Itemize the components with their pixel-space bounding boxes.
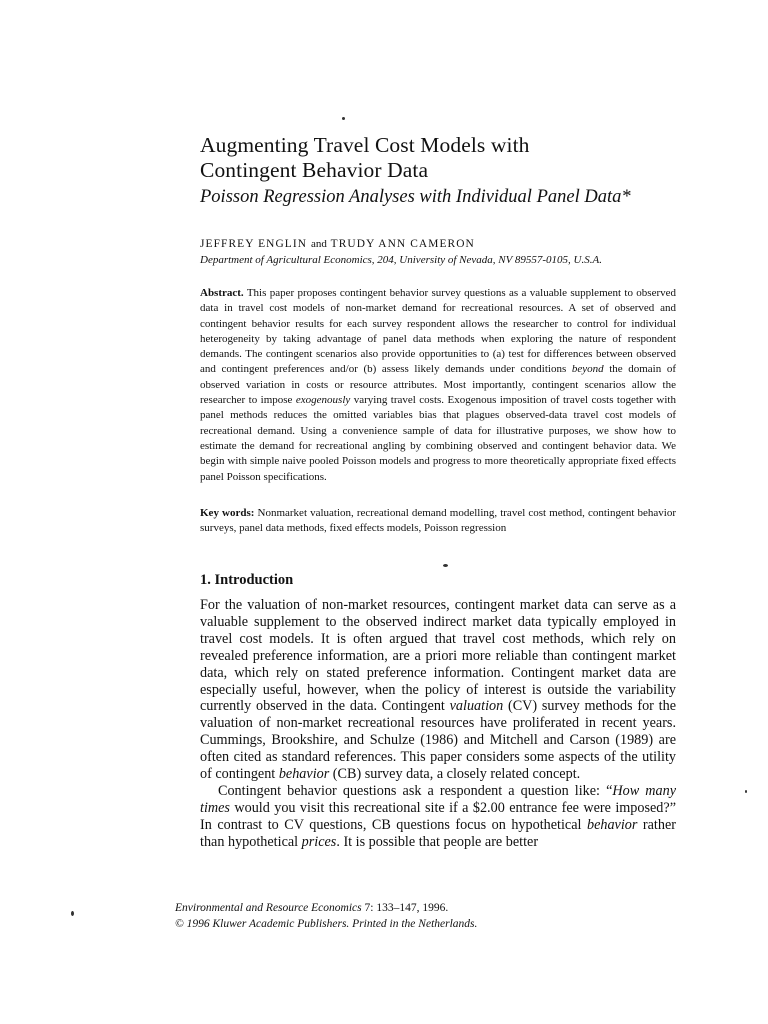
body-emphasis: behavior	[278, 766, 330, 783]
abstract-label: Abstract.	[200, 287, 244, 299]
paper-title-line-1: Augmenting Travel Cost Models with	[200, 133, 530, 157]
journal-citation	[175, 901, 477, 917]
scan-speck	[71, 911, 74, 916]
keywords-text: Nonmarket valuation, recreational demand modelling, travel cost method, contingent behavior surveys, panel data methods, fixed effects models, Poisson regression	[200, 507, 677, 535]
title-block	[200, 133, 720, 209]
body-emphasis: behavior	[586, 816, 638, 833]
author-name: JEFFREY ENGLIN	[200, 238, 308, 250]
author-list	[200, 236, 475, 252]
abstract-emphasis: exogenously	[295, 394, 351, 407]
body-text-run: (CV) survey methods for the valuation of non-market recreational resources have proliferated in recent years. Cummings, Brookshire, and Schulze (1986) and Mitchell and Carson (1989) are often cited as standard references. This paper considers some aspects of the utility of contingent	[200, 698, 676, 783]
body-text-run: . It is possible that people are better	[336, 833, 539, 850]
abstract-text: the domain of observed variation in costs or resource attributes. Most importantly, contingent scenarios allow the researcher to impose	[200, 363, 676, 407]
body-text-run: would you visit this recreational site if a $2.00 entrance fee were imposed?” In contrast to CV questions, CB questions focus on hypothetical	[200, 799, 676, 833]
abstract-text: This paper proposes contingent behavior survey questions as a valuable supplement to observed data in travel cost models of non-market demand for recreational resources. A set of observed and contingent behavior results for each survey respondent allows the researcher to control for individual heterogeneity by taking advantage of panel data methods when exploring the nature of respondent demands. The contingent scenarios also provide opportunities to (a) test for differences between observed and contingent preferences and/or (b) assess likely demands under conditions	[200, 287, 676, 376]
journal-volume: 7: 133–147, 1996.	[361, 902, 449, 914]
section-heading-introduction: 1. Introduction	[200, 572, 294, 588]
abstract-text: varying travel costs. Exogenous imposition of travel costs together with panel methods reduces the omitted variables bias that plagues observed-data travel cost models of recreational demand. Using a convenience sample of data for illustrative purposes, we show how to estimate the demand for recreational angling by combining observed and contingent behavior data. We begin with simple naive pooled Poisson models and progress to more theoretically appropriate fixed effects panel Poisson specifications.	[200, 394, 676, 483]
copyright-line: © 1996 Kluwer Academic Publishers. Printed in the Netherlands.	[175, 917, 478, 930]
scan-speck	[342, 117, 345, 120]
abstract	[200, 286, 676, 485]
paper-subtitle: Poisson Regression Analyses with Individual Panel Data*	[200, 187, 631, 207]
body-emphasis: How many times	[200, 782, 676, 816]
author-name: TRUDY ANN CAMERON	[330, 238, 475, 250]
body-text-run: rather than hypothetical	[200, 816, 676, 850]
body-paragraph	[200, 597, 676, 783]
body-text-run: (CB) survey data, a closely related concept.	[329, 766, 581, 783]
keywords	[200, 506, 676, 537]
scan-speck	[745, 790, 747, 793]
scan-speck	[443, 564, 448, 567]
body-text-run: For the valuation of non-market resources, contingent market data can serve as a valuable supplement to the observed indirect market data typically employed in travel cost models. It is often argued that travel cost methods, which rely on revealed preference information, are a priori more reliable than contingent market data, which rely on stated preference information. Contingent market data are especially useful, however, when the policy of interest is outside the variability currently observed in the data. Contingent	[200, 597, 676, 715]
body-emphasis: valuation	[449, 698, 504, 715]
keywords-label: Key words:	[200, 507, 255, 519]
abstract-emphasis: beyond	[571, 363, 604, 376]
introduction-body	[200, 597, 676, 851]
author-affiliation: Department of Agricultural Economics, 204, University of Nevada, NV 89557-0105, U.S.A.	[200, 254, 602, 266]
paper-title-line-2: Contingent Behavior Data	[200, 158, 429, 182]
journal-name: Environmental and Resource Economics	[175, 902, 362, 914]
author-conjunction: and	[311, 238, 327, 250]
body-text-run: Contingent behavior questions ask a respondent a question like: “	[218, 782, 613, 799]
body-paragraph	[200, 783, 676, 851]
journal-footer	[175, 901, 477, 932]
body-emphasis: prices	[301, 833, 337, 850]
